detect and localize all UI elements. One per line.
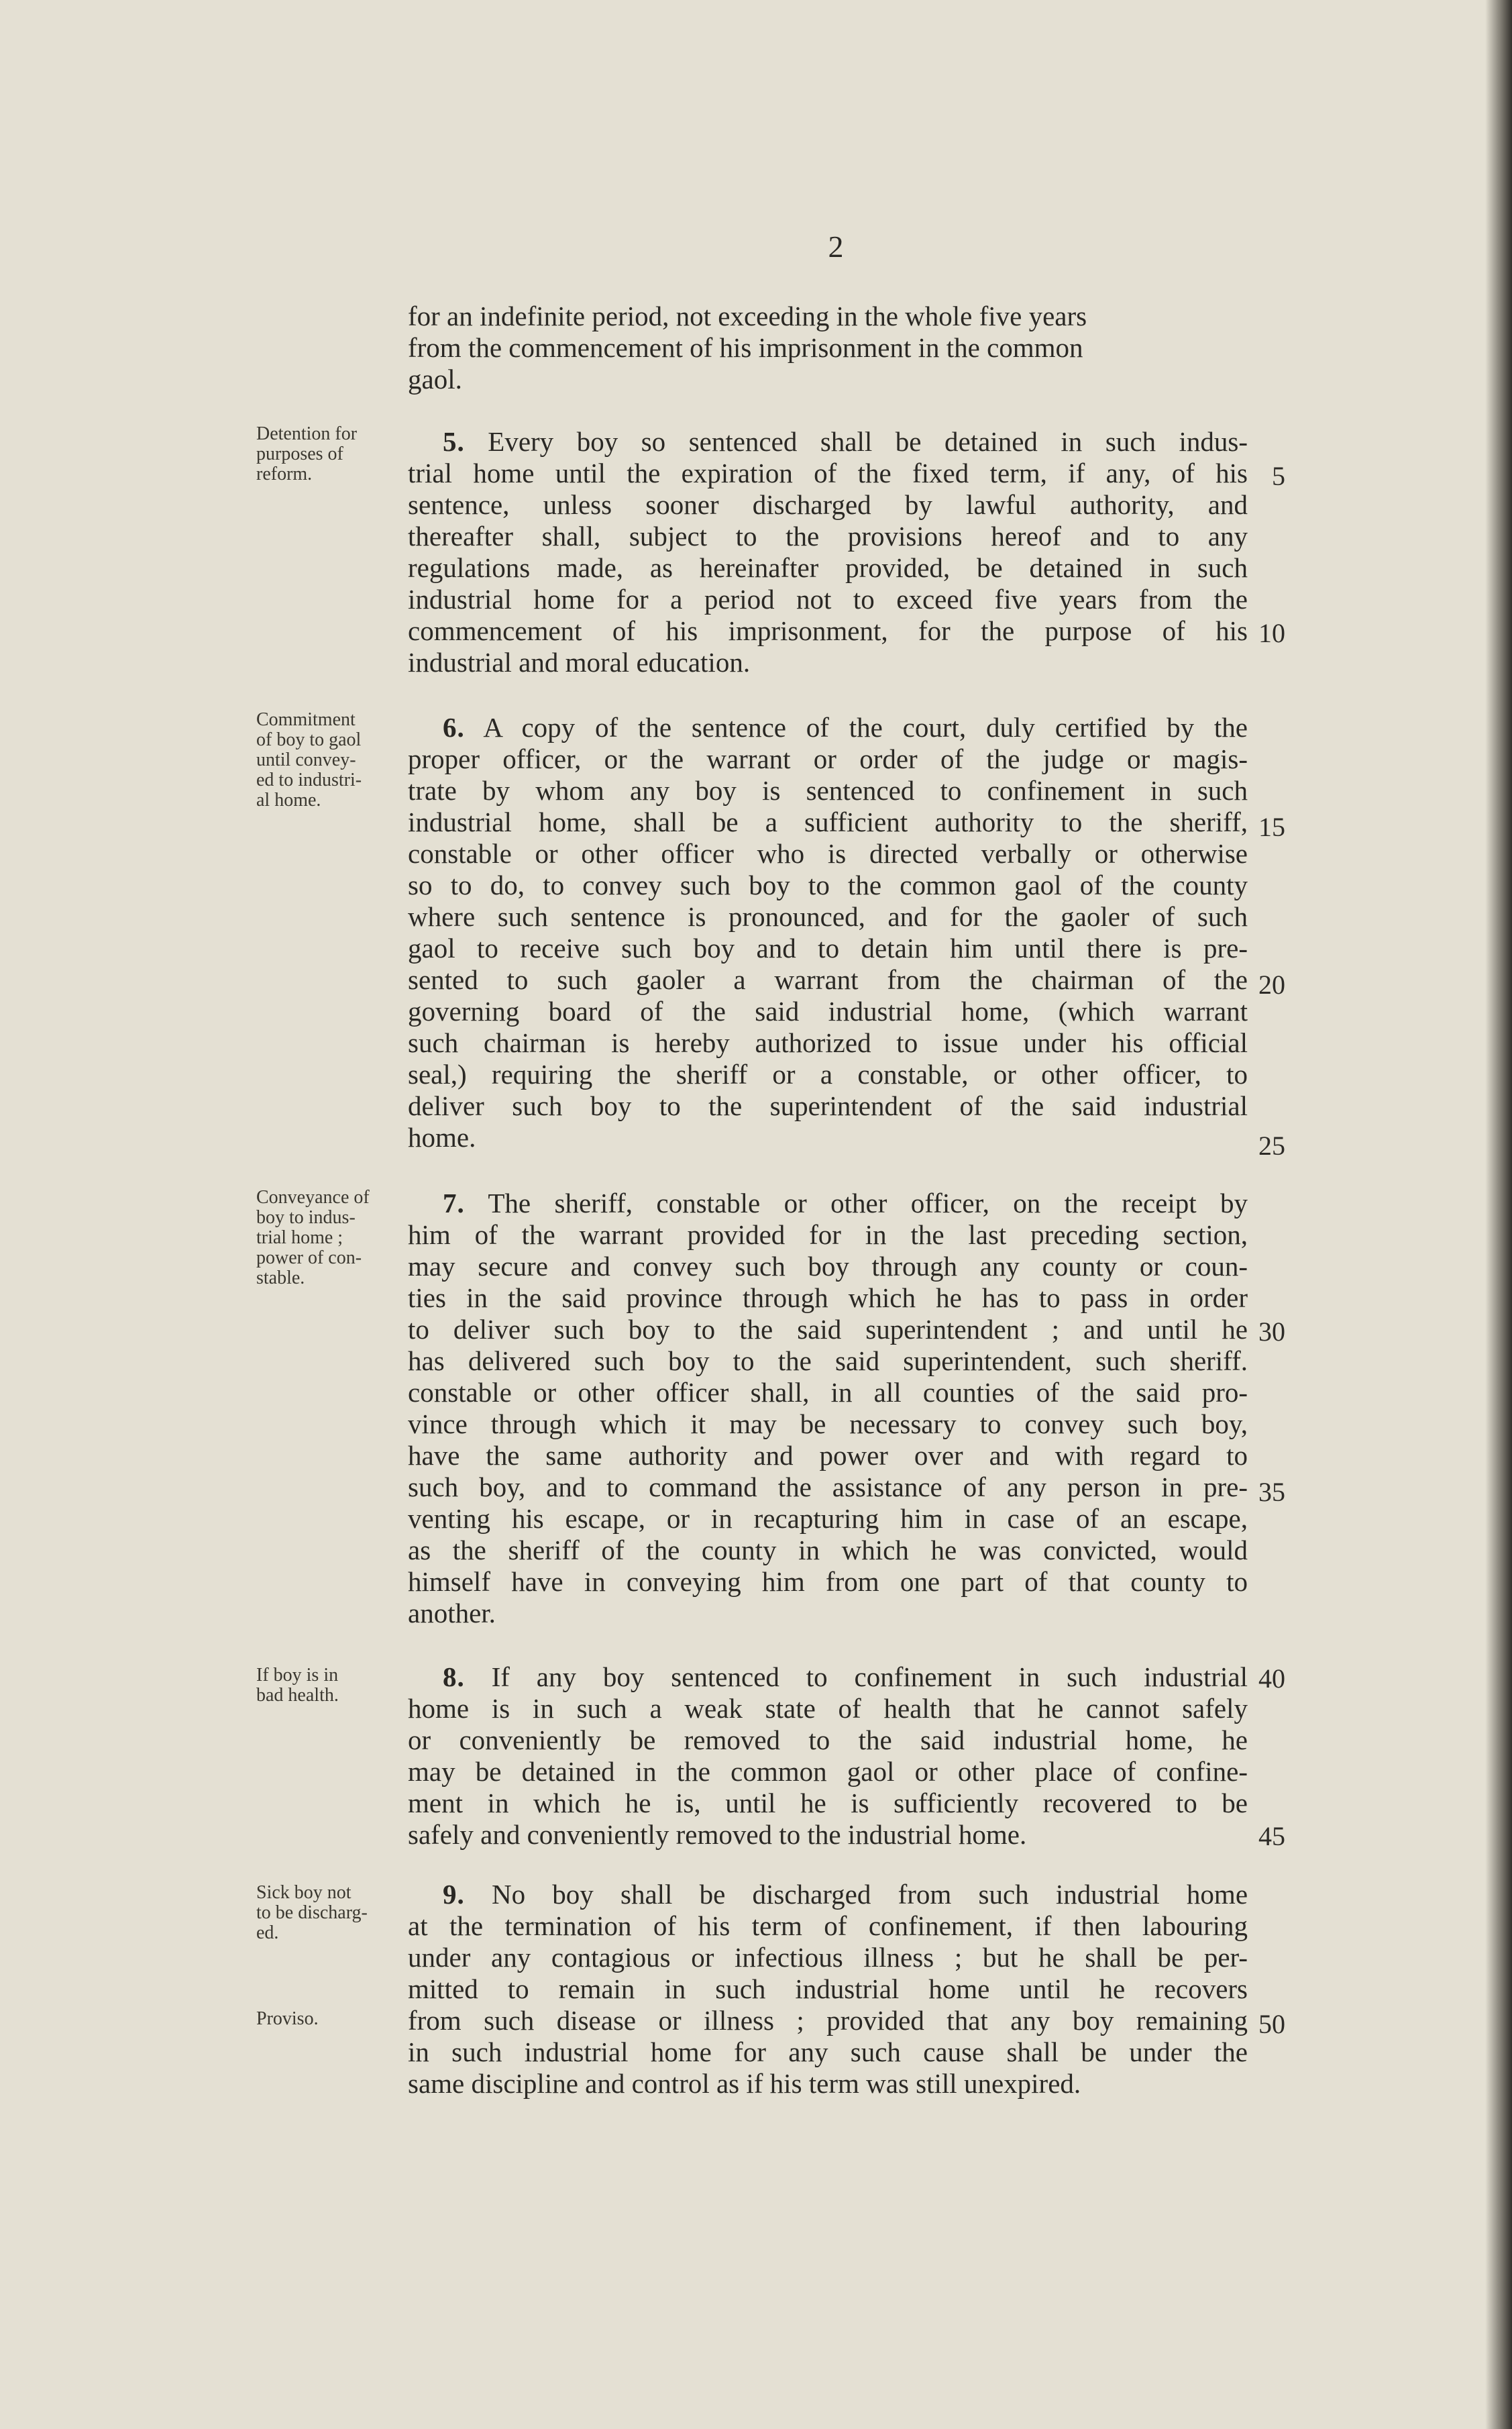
section-line: constable or other officer who is directed verbally or otherwise: [408, 838, 1248, 869]
section-line: has delivered such boy to the said superintendent, such sheriff.: [408, 1345, 1248, 1376]
section-line: ties in the said province through which he has to pass in order: [408, 1282, 1248, 1313]
section-line: deliver such boy to the superintendent of the said industrial: [408, 1090, 1248, 1121]
line-number: 10: [1258, 618, 1285, 648]
note-line: Commitment: [256, 709, 356, 730]
section-line: in such industrial home for any such cause shall be under the: [408, 2036, 1248, 2067]
margin-note-section-5: [256, 424, 402, 484]
note-line: Proviso.: [256, 2008, 319, 2029]
section-line: commencement of his imprisonment, for the purpose of his: [408, 615, 1248, 646]
section-6-paragraph: [408, 712, 1248, 1153]
section-number: 7.: [443, 1188, 465, 1219]
section-line: have the same authority and power over and with regard to: [408, 1440, 1248, 1471]
margin-note-section-6: [256, 710, 402, 811]
section-line: [408, 1879, 1248, 1910]
section-line: home is in such a weak state of health that he cannot safely: [408, 1693, 1248, 1724]
section-line: so to do, to convey such boy to the common gaol of the county: [408, 870, 1248, 900]
line-number: 45: [1258, 1821, 1285, 1851]
section-line: as the sheriff of the county in which he was convicted, would: [408, 1535, 1248, 1565]
note-line: stable.: [256, 1268, 305, 1288]
line-number: 30: [1258, 1316, 1285, 1347]
section-line: regulations made, as hereinafter provided, be detained in such: [408, 552, 1248, 583]
section-line: industrial home for a period not to exceed five years from the: [408, 584, 1248, 615]
section-line: to deliver such boy to the said superintendent ; and until he: [408, 1314, 1248, 1345]
section-line-text: No boy shall be discharged from such industrial home: [491, 1879, 1248, 1910]
section-line-text: The sheriff, constable or other officer, on the receipt by: [488, 1188, 1248, 1219]
note-line: power of con-: [256, 1247, 362, 1268]
section-line: another.: [408, 1598, 496, 1629]
note-line: Detention for: [256, 423, 358, 444]
section-line: may be detained in the common gaol or other place of confine-: [408, 1756, 1248, 1787]
section-line: where such sentence is pronounced, and for the gaoler of such: [408, 901, 1248, 932]
note-line: boy to indus-: [256, 1207, 356, 1228]
section-line-text: Every boy so sentenced shall be detained in such indus-: [488, 426, 1248, 457]
section-line: such boy, and to command the assistance of any person in pre-: [408, 1471, 1248, 1502]
line-number: 5: [1272, 461, 1285, 491]
margin-note-section-7: [256, 1188, 402, 1288]
section-line: seal,) requiring the sheriff or a constable, or other officer, to: [408, 1059, 1248, 1090]
section-9-paragraph: [408, 1879, 1248, 2100]
section-5-paragraph: [408, 426, 1248, 678]
note-line: Sick boy not: [256, 1882, 352, 1903]
intro-line: for an indefinite period, not exceeding in the whole five years: [408, 301, 1087, 331]
section-line: [408, 712, 1248, 743]
section-7-paragraph: [408, 1188, 1248, 1629]
note-line: until convey-: [256, 750, 356, 770]
line-number: 40: [1258, 1663, 1285, 1694]
note-line: trial home ;: [256, 1227, 343, 1248]
section-line: [408, 1661, 1248, 1693]
section-line: at the termination of his term of confinement, if then labouring: [408, 1910, 1248, 1941]
page-number: 2: [828, 229, 844, 264]
section-number: 6.: [443, 712, 465, 743]
note-line: ed.: [256, 1922, 279, 1943]
line-number: 50: [1258, 2009, 1285, 2039]
line-number: 20: [1258, 970, 1285, 1000]
intro-paragraph: [408, 301, 1248, 395]
note-line: If boy is in: [256, 1665, 339, 1686]
section-line: from such disease or illness ; provided that any boy remaining: [408, 2005, 1248, 2036]
section-line: or conveniently be removed to the said industrial home, he: [408, 1724, 1248, 1755]
section-line: trial home until the expiration of the fixed term, if any, of his: [408, 458, 1248, 488]
intro-line: gaol.: [408, 364, 462, 395]
note-line: bad health.: [256, 1685, 339, 1706]
intro-line: from the commencement of his imprisonment in the common: [408, 332, 1083, 363]
section-line: same discipline and control as if his term was still unexpired.: [408, 2068, 1081, 2099]
section-number: 5.: [443, 426, 465, 457]
section-number: 8.: [443, 1661, 465, 1692]
section-line: mitted to remain in such industrial home until he recovers: [408, 1973, 1248, 2004]
section-line: venting his escape, or in recapturing him in case of an escape,: [408, 1503, 1248, 1534]
section-line: him of the warrant provided for in the last preceding section,: [408, 1219, 1248, 1250]
section-line: home.: [408, 1122, 476, 1153]
section-line: sentence, unless sooner discharged by lawful authority, and: [408, 489, 1248, 520]
section-line: thereafter shall, subject to the provisions hereof and to any: [408, 521, 1248, 552]
note-line: to be discharg-: [256, 1902, 368, 1923]
section-line: industrial home, shall be a sufficient authority to the sheriff,: [408, 807, 1248, 837]
section-line: safely and conveniently removed to the industrial home.: [408, 1819, 1027, 1850]
note-line: reform.: [256, 464, 313, 484]
section-line: ment in which he is, until he is sufficiently recovered to be: [408, 1788, 1248, 1818]
section-8-paragraph: [408, 1661, 1248, 1851]
section-line-text: A copy of the sentence of the court, duly certified by the: [483, 712, 1248, 743]
section-line: sented to such gaoler a warrant from the chairman of the: [408, 964, 1248, 995]
note-line: Conveyance of: [256, 1187, 370, 1208]
section-line: vince through which it may be necessary to convey such boy,: [408, 1408, 1248, 1439]
section-line: constable or other officer shall, in all counties of the said pro-: [408, 1377, 1248, 1408]
section-line: [408, 1188, 1248, 1219]
line-number: 15: [1258, 812, 1285, 842]
note-line: ed to industri-: [256, 770, 362, 790]
section-line: such chairman is hereby authorized to issue under his official: [408, 1027, 1248, 1058]
note-line: of boy to gaol: [256, 729, 362, 750]
section-line: governing board of the said industrial home, (which warrant: [408, 996, 1248, 1027]
section-line: may secure and convey such boy through any county or coun-: [408, 1251, 1248, 1282]
section-line: industrial and moral education.: [408, 647, 751, 678]
section-line: under any contagious or infectious illness ; but he shall be per-: [408, 1942, 1248, 1973]
note-line: al home.: [256, 790, 321, 811]
section-number: 9.: [443, 1879, 465, 1910]
note-line: purposes of: [256, 444, 343, 464]
section-line: proper officer, or the warrant or order of the judge or magis-: [408, 743, 1248, 774]
line-number: 25: [1258, 1131, 1285, 1161]
section-line: [408, 426, 1248, 458]
section-line: himself have in conveying him from one part of that county to: [408, 1566, 1248, 1597]
page-edge-shadow: [1485, 0, 1512, 2429]
section-line-text: If any boy sentenced to confinement in such industrial: [491, 1661, 1248, 1692]
section-line: gaol to receive such boy and to detain him until there is pre-: [408, 933, 1248, 964]
margin-note-proviso: [256, 2009, 402, 2029]
margin-note-section-8: [256, 1665, 402, 1706]
margin-note-section-9: [256, 1883, 402, 1943]
section-line: trate by whom any boy is sentenced to confinement in such: [408, 775, 1248, 806]
line-number: 35: [1258, 1477, 1285, 1507]
